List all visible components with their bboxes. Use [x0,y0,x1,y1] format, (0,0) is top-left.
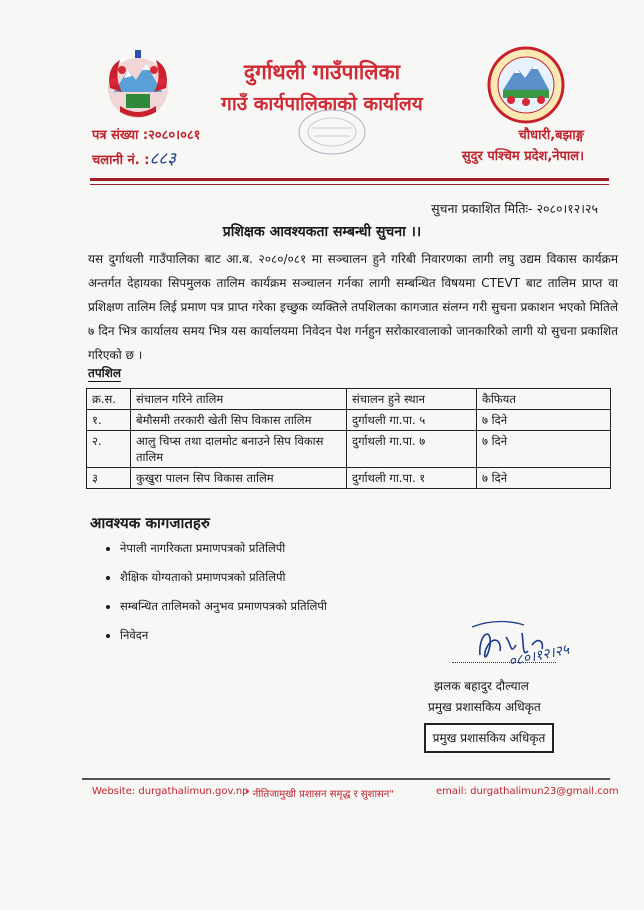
publish-date: सुचना प्रकाशित मितिः- २०८०।१२।२५ [431,201,598,216]
footer-email[interactable]: email: durgathalimun23@gmail.com [436,786,619,797]
table-cell: ३ [87,468,131,489]
patra-sankhya: पत्र संख्या :२०८०।०८१ [92,128,201,143]
table-row [87,431,611,468]
documents-list [100,540,327,656]
signatory-name: झलक बहादुर दौल्याल [434,679,529,693]
documents-title: आवश्यक कागजातहरु [90,514,210,532]
header-rule-thick [90,178,609,181]
chalani-label: चलानी नं. : [92,153,150,168]
header-cell: क्र.स. [87,389,131,410]
table-cell: कुखुरा पालन सिप विकास तालिम [131,468,347,489]
table-cell: दुर्गाथली गा.पा. ५ [347,410,477,431]
list-item: • सम्बन्धित तालिमको अनुभव प्रमाणपत्रको प्रतिलिपी [120,598,327,614]
table-cell: १. [87,410,131,431]
table-cell: ७ दिने [477,431,611,468]
signature-line [452,662,556,663]
notice-title: प्रशिक्षक आवश्यकता सम्बन्धी सुचना ।। [222,224,422,240]
notice-body: यस दुर्गाथली गाउँपालिका बाट आ.ब. २०८०/०८१ मा सञ्चालन हुने गरिबी निवारणका लागी लघु उद्यम विकास कार्यक्रम अन्तर्गत देहायका सिपमुलक तालिम कार्यक्रम सञ्चालन गर्नका लागी सम्बन्धित विषयमा CTEVT बाट तालिम प्राप्त वा प्रशिक्षण तालिम लिई प्रमाण पत्र प्राप्त गरेका इच्छुक व्यक्तिले तपशिलका कागजात संलग्न गरी सुचना प्रकाशन भएको मितिले ७ दिन भित्र कार्यालय समय भित्र यस कार्यालयमा निवेदन पेश गर्नहुन सरोकारवालाको जानकारिको लागी यो सुचना प्रकाशित गरिएको छ । [88,252,618,362]
place: चौधारी,बझाङ्ग [518,128,584,143]
footer-website[interactable]: Website: durgathalimun.gov.np [92,786,249,797]
signature-date: ०८०।१२।२५ [507,641,571,671]
office-stamp-icon [296,106,368,158]
designation-stamp: प्रमुख प्रशासकिय अधिकृत [424,723,554,753]
schedule-table [86,388,611,489]
table-cell: दुर्गाथली गा.पा. १ [347,468,477,489]
org-name: दुर्गाथली गाउँपालिका [243,60,401,84]
list-item: • शैक्षिक योग्यताको प्रमाणपत्रको प्रतिलिपी [120,569,327,585]
schedule-label: तपशिल [88,366,122,380]
table-cell: दुर्गाथली गा.पा. ७ [347,431,477,468]
signatory-designation: प्रमुख प्रशासकिय अधिकृत [428,700,541,714]
table-cell: ७ दिने [477,468,611,489]
footer-slogan: " नीतिजामुखी प्रशासन समृद्ध र सुशासन" [245,789,394,800]
list-item: • निवेदन [120,627,327,643]
footer-rule [82,778,610,780]
table-cell: २. [87,431,131,468]
chalani-value: ८८३ [149,149,176,169]
table-cell: बेमौसमी तरकारी खेती सिप विकास तालिम [131,410,347,431]
header-cell: संचालन गरिने तालिम [131,389,347,410]
header-rule-thin [90,184,609,185]
header-cell: संचालन हुने स्थान [347,389,477,410]
header-cell: कैफियत [477,389,611,410]
table-cell: आलु चिप्स तथा दालमोट बनाउने सिप विकास तालिम [131,431,347,468]
office-name: गाउँ कार्यपालिकाको कार्यालय [221,93,423,115]
table-header-row [87,389,611,410]
province: सुदुर पश्चिम प्रदेश,नेपाल। [461,149,584,164]
chalani-number [92,146,176,169]
table-row [87,410,611,431]
table-cell: ७ दिने [477,410,611,431]
list-item: • नेपाली नागरिकता प्रमाणपत्रको प्रतिलिपी [120,540,327,556]
table-row [87,468,611,489]
